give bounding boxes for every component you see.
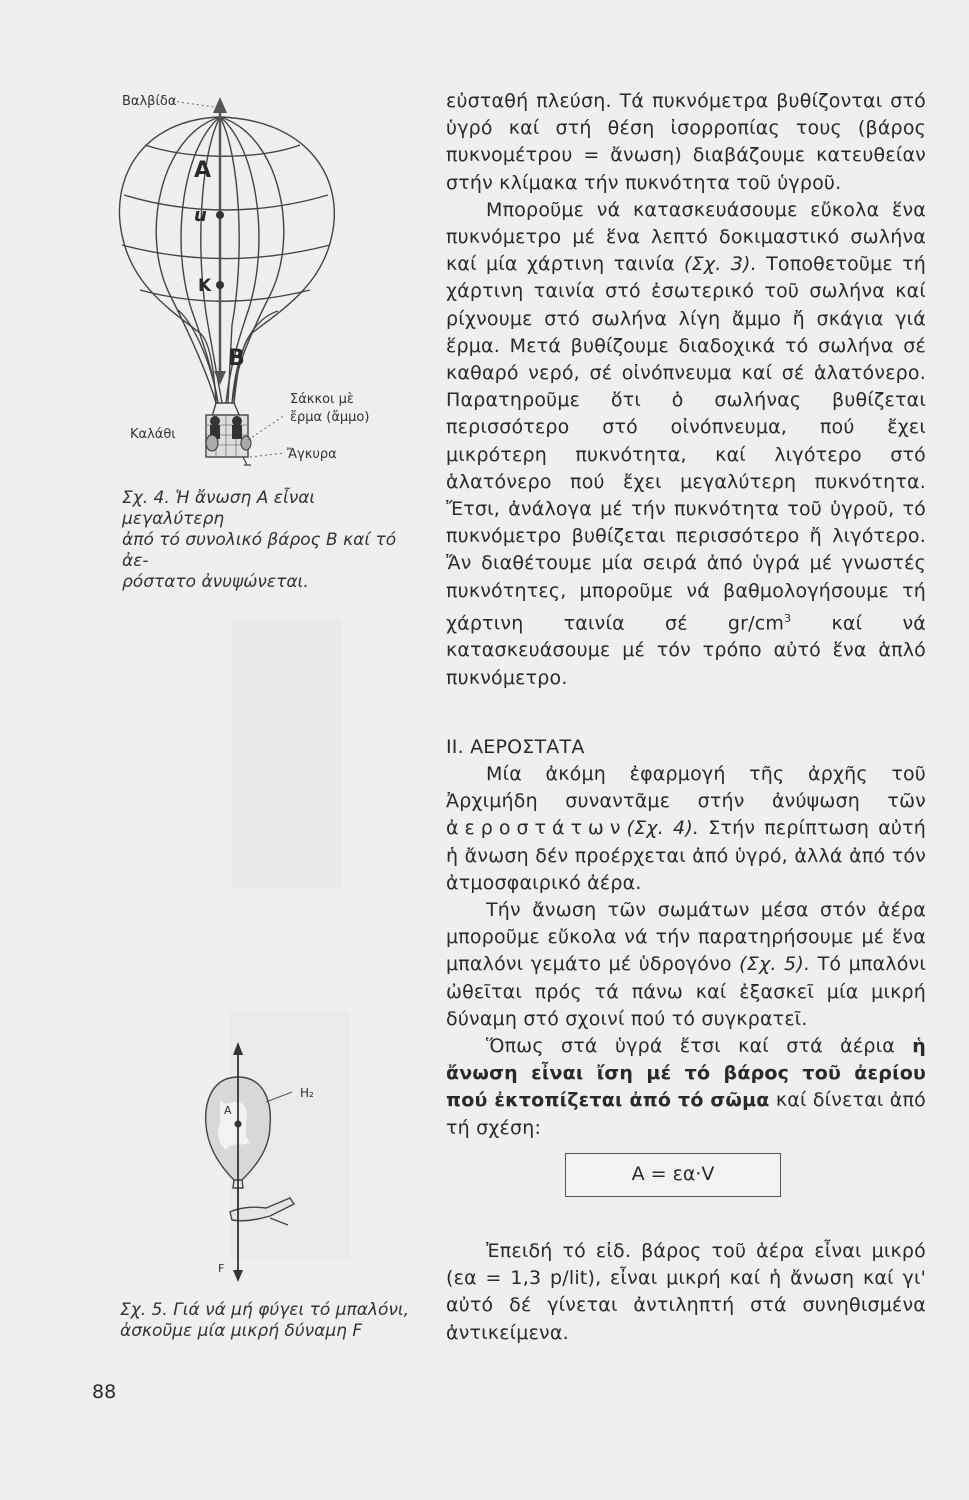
figure5-caption <box>120 1300 430 1342</box>
label-a-fig5: A <box>224 1104 232 1117</box>
label-bags-1: Σάκκοι μὲ <box>290 392 354 407</box>
figure-reference: (Σχ. 4). <box>626 817 700 840</box>
bold-statement: ἡ ἄνωση εἶναι ἴση μέ τό βάρος τοῦ ἀερίου πού ἐκτοπίζεται ἀπό τό σῶμα <box>446 1035 926 1112</box>
caption-line: Σχ. 4. Ἡ ἄνωση A εἶναι μεγαλύτερη <box>122 488 316 529</box>
text-run: Τό μπαλόνι ὠθεῖται πρός τά πάνω καί ἐξασκεῖ μία μικρή δύναμη στό σχοινί πού τό συγκρατεῖ. <box>446 953 926 1030</box>
label-u-fig4: u <box>194 205 207 226</box>
label-h2: H₂ <box>300 1086 314 1100</box>
bleed-through <box>232 618 342 888</box>
main-text-column <box>446 88 926 1142</box>
paragraph: Ἐπειδή τό εἰδ. βάρος τοῦ ἀέρα εἶναι μικρό (εα = 1,3 p/lit), εἶναι μικρή καί ἡ ἄνωση καί γι' αὐτό δέ γίνεται ἀντιληπτή στά συνηθισμένα ἀντικείμενα. <box>446 1240 926 1344</box>
text-run: Τήν ἄνωση τῶν σωμάτων μέσα στόν ἀέρα μποροῦμε εὔκολα νά τήν παρατηρήσουμε μέ ἕνα μπαλόνι γεμάτο μέ ὑδρογόνο <box>446 899 926 976</box>
text-run: Στήν περίπτωση αὐτή ἡ ἄνωση δέν προέρχεται ἀπό ὑγρό, ἀλλά ἀπό τόν ἀτμοσφαιρικό ἀέρα. <box>446 817 926 894</box>
caption-line: ἀπό τό συνολικό βάρος B καί τό ἀε- <box>122 530 397 571</box>
label-b-fig4: B <box>228 346 245 371</box>
text-run: καί νά κατασκευάσουμε μέ τόν τρόπο αὐτό ἕνα ἁπλό πυκνόμετρο. <box>446 612 926 689</box>
text-run: Ὅπως στά ὑγρά ἔτσι καί στά ἀέρια <box>486 1035 913 1058</box>
superscript: 3 <box>784 611 792 625</box>
figure4-caption <box>122 488 422 593</box>
label-bags-2: ἔρμα (ἄμμο) <box>290 410 370 425</box>
paragraph: εὐσταθή πλεύση. Τά πυκνόμετρα βυθίζονται στό ὑγρό καί στή θέση ἰσορροπίας τους (βάρος πυκνομέτρου = ἄνωση) διαβάζουμε κατευθείαν στήν κλίμακα τήν πυκνότητα τοῦ ὑγροῦ. <box>446 90 926 194</box>
label-k-fig4: K <box>198 276 212 296</box>
section-heading: II. ΑΕΡΟΣΤΑΤΑ <box>446 735 585 758</box>
paragraph <box>446 897 926 1033</box>
label-anchor: Ἄγκυρα <box>287 447 337 462</box>
text-run: καί δίνεται ἀπό τή σχέση: <box>446 1089 926 1139</box>
label-basket: Καλάθι <box>130 427 176 442</box>
closing-paragraph <box>446 1238 926 1347</box>
text-run: Μποροῦμε νά κατασκευάσουμε εὔκολα ἕνα πυκνόμετρο μέ ἕνα λεπτό δοκιμαστικό σωλήνα καί μία χάρτινη ταινία <box>446 198 926 276</box>
caption-line: ἀσκοῦμε μία μικρή δύναμη F <box>120 1321 363 1341</box>
formula-box: A = εα·V <box>565 1153 781 1197</box>
figure-reference: (Σχ. 3). <box>683 253 757 276</box>
balloon-figure <box>100 85 430 485</box>
text-run: Τοποθετοῦμε τή χάρτινη ταινία στό ἐσωτερικό τοῦ σωλήνα καί ρίχνουμε στό σωλήνα λίγη ἄμμο ἤ σκάγια γιά ἕρμα. Μετά βυθίζουμε διαδοχικά τό σωλήνα σέ καθαρό νερό, σέ οἰνόπνευμα καί σέ ἁλατόνερο. Παρατηροῦμε ὅτι ὁ σωλήνας βυθίζεται περισσότερο στό οἰνόπνευμα, πού ἔχει μικρότερη πυκνότητα, καί λιγότερο στό ἁλατόνερο πού ἔχει μεγαλύτερη πυκνότητα. Ἔτσι, ἀνάλογα μέ τήν πυκνότητα τοῦ ὑγροῦ, τό πυκνόμετρο βυθίζεται περισσότερο ἤ λιγότερο. Ἄν διαθέτουμε μία σειρά ἀπό ὑγρά μέ γνωστές πυκνότητες, μποροῦμε νά βαθμολογήσουμε τή χάρτινη ταινία σέ gr/cm <box>446 253 926 635</box>
caption-line: ρόστατο ἀνυψώνεται. <box>122 572 309 592</box>
paragraph <box>446 761 926 897</box>
hydrogen-balloon-figure <box>190 1040 330 1290</box>
text-run: Μία ἀκόμη ἐφαρμογή τῆς ἀρχῆς τοῦ Ἀρχιμήδη συναντᾶμε στήν ἀνύψωση τῶν <box>446 763 926 813</box>
label-valve: Βαλβίδα <box>122 94 177 109</box>
figure-reference: (Σχ. 5). <box>739 953 811 976</box>
caption-line: Σχ. 5. Γιά νά μή φύγει τό μπαλόνι, <box>120 1300 410 1320</box>
label-a-fig4: A <box>194 158 212 183</box>
spaced-term: ἀεροστάτων <box>446 817 627 840</box>
page-number: 88 <box>92 1381 117 1403</box>
paragraph <box>446 1033 926 1142</box>
paragraph <box>446 197 926 692</box>
label-f: F <box>218 1262 225 1275</box>
